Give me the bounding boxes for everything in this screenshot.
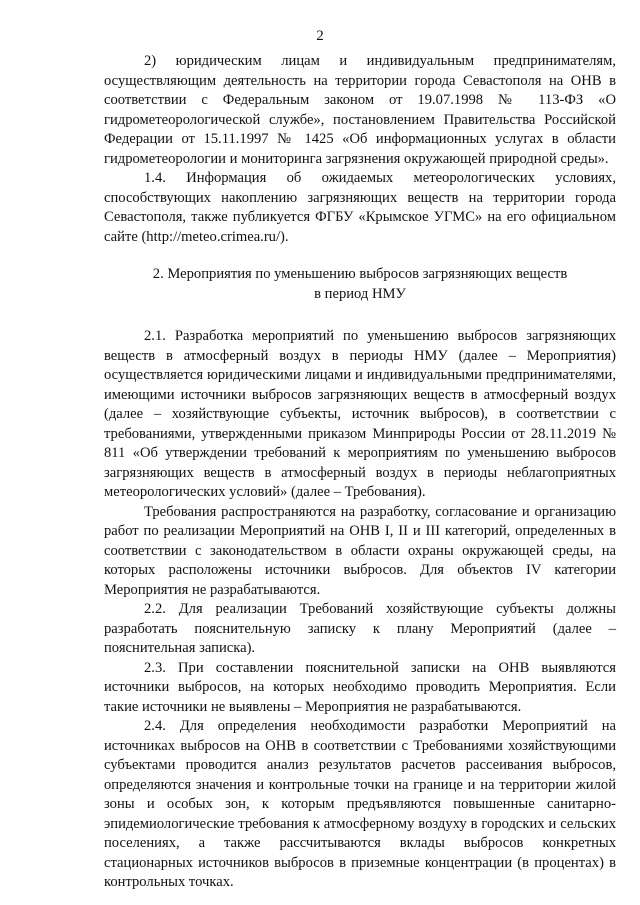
page-number: 2	[316, 28, 324, 44]
paragraph-2-1: 2.1. Разработка мероприятий по уменьшению выбросов загрязняющих веществ в атмосферный воздух в периоды НМУ (далее – Мероприятия) осуществляется юридическими лицами и индивидуальными предпринимателями, имеющими источники выбросов загрязняющих веществ в атмосферный воздух (далее – хозяйствующие субъекты, источник выбросов), в соответствии с требованиями, утвержденными приказом Минприроды России от 28.11.2019 № 811 «Об утверждении требований к мероприятиям по уменьшению выбросов загрязняющих веществ в атмосферный воздух в периоды неблагоприятных метеорологических условий» (далее – Требования).	[104, 328, 616, 500]
paragraph-2-2: 2.2. Для реализации Требований хозяйствующие субъекты должны разработать пояснительную записку к плану Мероприятий (далее – пояснительная записка).	[104, 601, 616, 656]
document-body	[104, 52, 616, 893]
spacer	[104, 247, 616, 265]
paragraph-requirements: Требования распространяются на разработку, согласование и организацию работ по реализации Мероприятий на ОНВ I, II и III категорий, определенных в соответствии с законодательством в области охраны окружающей среды, на которых расположены источники выбросов. Для объектов IV категории Мероприятия не разрабатываются.	[104, 503, 616, 598]
spacer	[104, 304, 616, 327]
section-heading-line-1: 2. Мероприятия по уменьшению выбросов загрязняющих веществ	[152, 266, 568, 282]
paragraph-2-4: 2.4. Для определения необходимости разработки Мероприятий на источниках выбросов на ОНВ в соответствии с Требованиями хозяйствующими субъектами проводится анализ результатов расчетов рассеивания выбросов, определяются значения и контрольные точки на границе и на территории жилой зоны и особых зон, к которым предъявляются повышенные санитарно-эпидемиологические требования к атмосферному воздуху в городских и сельских поселениях, а также рассчитываются вклады выбросов конкретных стационарных источников выбросов в приземные концентрации (в процентах) в контрольных точках.	[104, 718, 616, 890]
paragraph-1-4: 1.4. Информация об ожидаемых метеорологических условиях, способствующих накоплению загрязняющих веществ на территории города Севастополя, также публикуется ФГБУ «Крымское УГМС» на его официальном сайте (http://meteo.crimea.ru/).	[104, 170, 616, 245]
paragraph-2-3: 2.3. При составлении пояснительной записки на ОНВ выявляются источники выбросов, на которых необходимо проводить Мероприятия. Если такие источники не выявлены – Мероприятия не разрабатываются.	[104, 659, 616, 715]
paragraph-item-2: 2) юридическим лицам и индивидуальным предпринимателям, осуществляющим деятельность на территории города Севастополя на ОНВ в соответствии с Федеральным законом от 19.07.1998 № 113-ФЗ «О гидрометеорологической службе», постановлением Правительства Российской Федерации от 15.11.1997 № 1425 «Об информационных услугах в области гидрометеорологии и мониторинга загрязнения окружающей природной среды».	[104, 53, 616, 167]
section-heading-line-2: в период НМУ	[314, 285, 406, 302]
